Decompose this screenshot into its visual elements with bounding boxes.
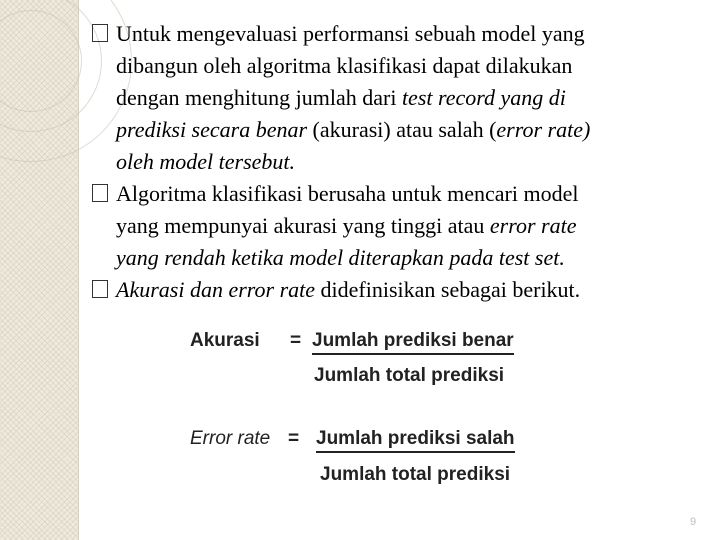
italic-term: error rate) — [496, 117, 591, 142]
bullet-item — [92, 18, 702, 178]
accuracy-formula — [190, 330, 550, 390]
bullet-line: prediksi secara benar (akurasi) atau salah (error rate) — [116, 117, 591, 142]
italic-term: prediksi secara benar — [116, 117, 308, 142]
italic-term: Akurasi dan error rate — [116, 277, 316, 302]
formula-label: Error rate — [190, 428, 271, 449]
italic-term: oleh model tersebut. — [116, 149, 296, 174]
bullet-item — [92, 274, 702, 306]
bullet-item — [92, 178, 702, 274]
bullet-line: yang mempunyai akurasi yang tinggi atau error rate — [116, 213, 577, 238]
page-number: 9 — [690, 516, 697, 528]
checkbox-bullet-icon — [92, 184, 108, 202]
bullet-line: Algoritma klasifikasi berusaha untuk mencari model — [116, 181, 579, 206]
slide-body — [92, 18, 702, 306]
checkbox-bullet-icon — [92, 280, 108, 298]
formula-denominator: Jumlah total prediksi — [320, 464, 511, 485]
bullet-line: dengan menghitung jumlah dari test record yang di — [116, 85, 566, 110]
decorative-side-strip — [0, 0, 79, 540]
checkbox-bullet-icon — [92, 24, 108, 42]
italic-term: test record yang di — [401, 85, 566, 110]
italic-term: yang rendah ketika model diterapkan pada test set. — [116, 245, 565, 270]
bullet-line — [116, 242, 702, 274]
formula-equals: = — [290, 330, 302, 351]
bullet-line: Untuk mengevaluasi performansi sebuah model yang — [116, 21, 585, 46]
bullet-line — [116, 146, 702, 178]
formula-equals: = — [288, 428, 300, 449]
formula-label: Akurasi — [190, 330, 260, 351]
bullet-line: dibangun oleh algoritma klasifikasi dapat dilakukan — [116, 53, 573, 78]
error-rate-formula — [190, 428, 550, 488]
formula-numerator: Jumlah prediksi salah — [316, 428, 515, 453]
bullet-line: Akurasi dan error rate didefinisikan sebagai berikut. — [116, 277, 581, 302]
formula-denominator: Jumlah total prediksi — [314, 365, 505, 386]
formula-numerator: Jumlah prediksi benar — [312, 330, 514, 355]
italic-term: error rate — [489, 213, 577, 238]
